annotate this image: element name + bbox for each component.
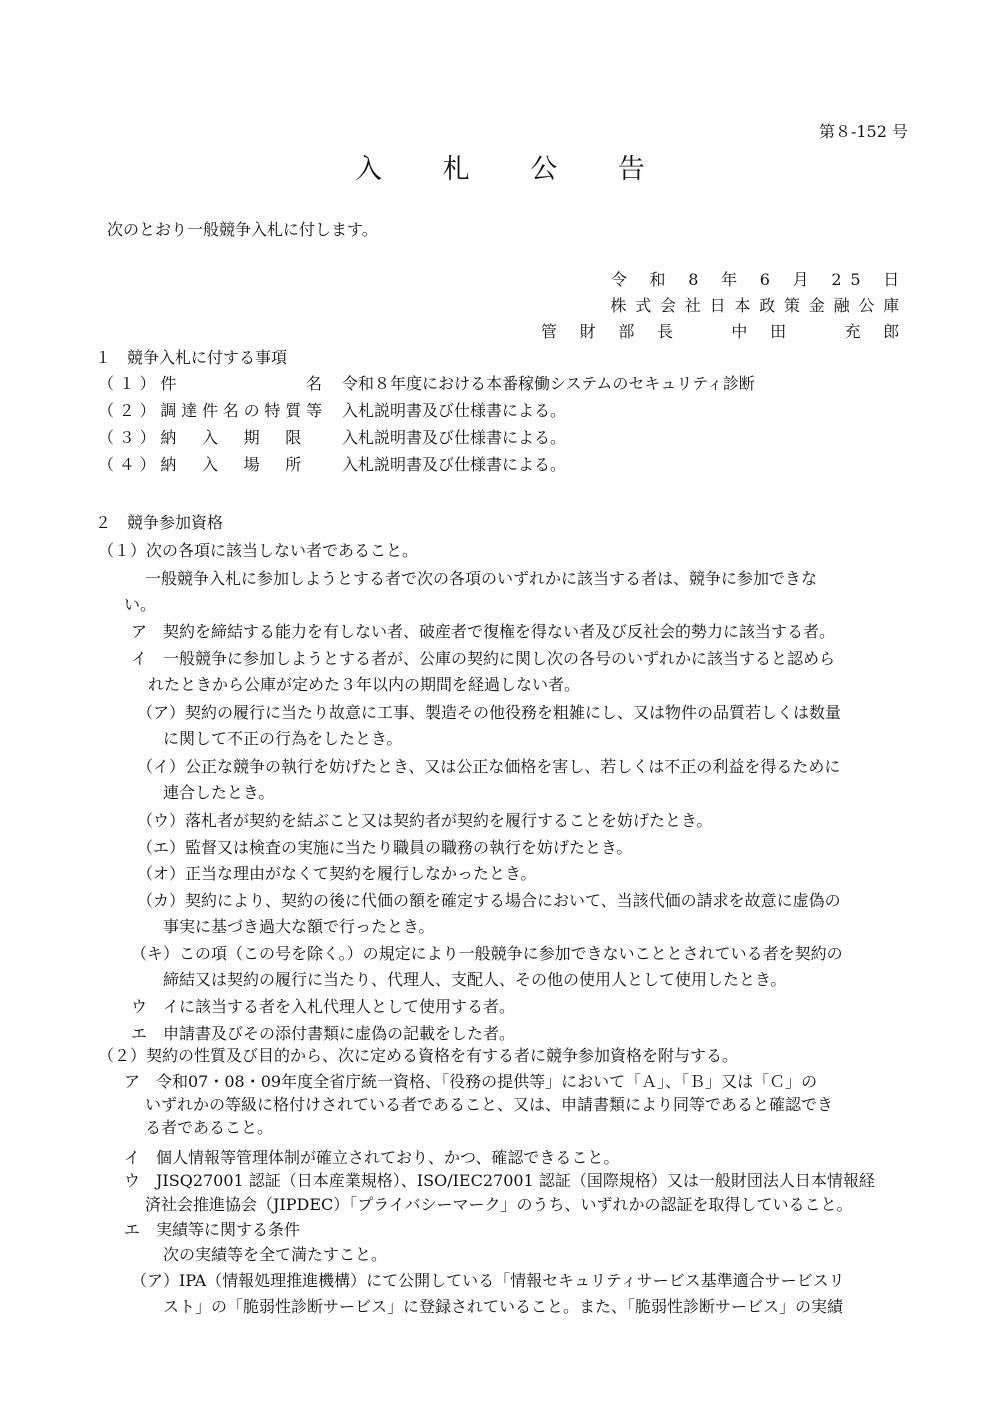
paragraph-line: （イ）公正な競争の執行を妨げたとき、又は公正な価格を害し、若しくは不正の利益を得るために [137,757,841,776]
page-title: 入 札 公 告 [355,154,671,185]
paragraph-line: （カ）契約により、契約の後に代価の額を確定する場合において、当該代価の請求を故意に虚偽の [137,891,841,910]
paragraph-line: ア 令和07・08・09年度全省庁統一資格、「役務の提供等」において「Ａ」、「Ｂ」又は「Ｃ」の [124,1072,818,1091]
paragraph-line: （キ）この項（この号を除く。）の規定により一般競争に参加できないこととされている者を契約の [131,944,843,963]
paragraph-line: い。 [124,595,157,614]
paragraph-line: 連合したとき。 [163,783,275,802]
paragraph-line: （エ）監督又は検査の実施に当たり職員の職務の執行を妨げたとき。 [137,838,633,857]
paragraph-line: ア 契約を締結する能力を有しない者、破産者で復権を得ない者及び反社会的勢力に該当する者。 [131,622,836,641]
section1-heading: １ 競争入札に付する事項 [95,348,288,367]
issuer-officer: 管 財 部 長 中 田 充 郎 [540,322,908,341]
paragraph-line: 締結又は契約の履行に当たり、代理人、支配人、その他の使用人として使用したとき。 [163,970,787,989]
paragraph-line: （ア）契約の履行に当たり故意に工事、製造その他役務を粗雑にし、又は物件の品質若しくは数量 [137,703,842,722]
paragraph-line: 済社会推進協会（JIPDEC）「プライバシーマーク」のうち、いずれかの認証を取得していること。 [145,1195,853,1214]
paragraph-line: れたときから公庫が定めた３年以内の期間を経過しない者。 [148,675,581,694]
paragraph-line: （ウ）落札者が契約を結ぶこと又は契約者が契約を履行することを妨げたとき。 [137,811,713,830]
paragraph-line: いずれかの等級に格付けされている者であること、又は、申請書類により同等であると確認でき [145,1095,834,1114]
paragraph-line: に関して不正の行為をしたとき。 [163,729,403,748]
paragraph-line: スト」の「脆弱性診断サービス」に登録されていること。また、「脆弱性診断サービス」の実績 [163,1297,844,1316]
paragraph-line: 事実に基づき過大な額で行ったとき。 [163,917,435,936]
item-label: （３）納 入 期 限 [98,428,307,447]
item-label: （２）調達件名の特質等 [98,401,327,420]
section2-heading: ２ 競争参加資格 [95,513,224,532]
paragraph-line: （ア）IPA（情報処理推進機構）にて公開している「情報セキュリティサービス基準適合サービスリ [131,1271,845,1290]
item-value: 令和８年度における本番稼働システムのセキュリティ診断 [342,374,755,393]
issuer-organization: 株式会社日本政策金融公庫 [610,296,908,315]
intro-text: 次のとおり一般競争入札に付します。 [107,220,378,239]
paragraph-line: 一般競争入札に参加しようとする者で次の各項のいずれかに該当する者は、競争に参加できな [145,569,818,588]
item-label: （４）納 入 場 所 [98,455,307,474]
item-value: 入札説明書及び仕様書による。 [342,401,567,420]
paragraph-line: る者であること。 [145,1118,274,1137]
paragraph-line: 次の実績等を全て満たすこと。 [163,1245,388,1264]
item-value: 入札説明書及び仕様書による。 [342,428,567,447]
paragraph-line: （オ）正当な理由がなくて契約を履行しなかったとき。 [137,864,537,883]
document-number: 第８-152 号 [818,122,908,141]
paragraph-line: （２）契約の性質及び目的から、次に定める資格を有する者に競争参加資格を附与する。 [98,1046,739,1065]
item-label: （１）件 名 [98,374,327,393]
item-value: 入札説明書及び仕様書による。 [342,455,567,474]
paragraph-line: （１）次の各項に該当しない者であること。 [98,541,419,560]
paragraph-line: エ 実績等に関する条件 [124,1220,301,1239]
paragraph-line: ウ イに該当する者を入札代理人として使用する者。 [131,997,516,1016]
paragraph-line: エ 申請書及びその添付書類に虚偽の記載をした者。 [131,1024,516,1043]
paragraph-line: イ 個人情報等管理体制が確立されており、かつ、確認できること。 [124,1148,620,1167]
paragraph-line: ウ JISQ27001 認証（日本産業規格）、ISO/IEC27001 認証（国際規格）又は一般財団法人日本情報経 [124,1171,875,1190]
issue-date: 令 和 8 年 6 月 25 日 [610,270,908,289]
paragraph-line: イ 一般競争に参加しようとする者が、公庫の契約に関し次の各号のいずれかに該当すると認めら [131,649,836,668]
